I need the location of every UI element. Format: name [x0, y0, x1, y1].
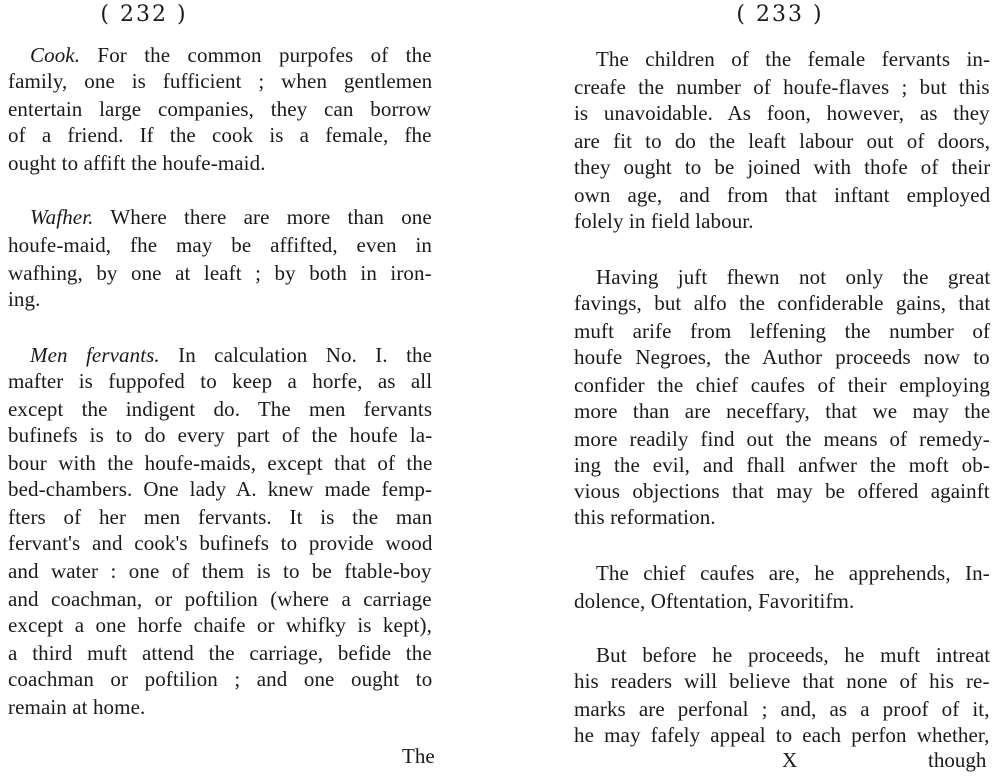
page-number: ( 233 )	[736, 2, 824, 27]
text-line: of a friend. If the cook is a female, fhe	[8, 123, 432, 147]
text-line: and coachman, or poftilion (where a carriage	[8, 587, 432, 611]
text-line: wafhing, by one at leaft ; by both in iron-	[8, 261, 432, 285]
text-line: more readily find out the means of remedy-	[574, 427, 990, 451]
text-line: except a one horfe chaife or whifky is kept),	[8, 613, 432, 637]
text-line: his readers will believe that none of his re-	[574, 669, 990, 693]
text-line: Men fervants. In calculation No. I. the	[30, 343, 433, 367]
paragraph-label: Wafher.	[30, 205, 94, 229]
right-page	[560, 0, 1000, 781]
text-line: a third muft attend the carriage, befide the	[8, 641, 432, 665]
text-line: this reformation.	[574, 505, 716, 529]
text-line: more than are neceffary, that we may the	[574, 399, 991, 423]
text-line: Having juft fhewn not only the great	[596, 265, 991, 289]
text-line: marks are perfonal ; and, as a proof of it,	[574, 697, 990, 721]
text-line: bour with the houfe-maids, except that of the	[8, 451, 433, 475]
text-line: houfe Negroes, the Author proceeds now to	[574, 345, 990, 369]
text-line: except the indigent do. The men fervants	[8, 397, 433, 421]
text-line: and water : one of them is to be ftable-boy	[8, 559, 432, 583]
text-line: entertain large companies, they can borrow	[8, 97, 432, 121]
text-line: are fit to do the leaft labour out of doors,	[574, 129, 991, 153]
text-line: houfe-maid, fhe may be affifted, even in	[8, 233, 432, 257]
text-line: folely in field labour.	[574, 209, 754, 233]
text-line: family, one is fufficient ; when gentlemen	[8, 69, 433, 93]
text-line: dolence, Oftentation, Favoritifm.	[574, 589, 855, 613]
paragraph-label: Men fervants.	[30, 343, 160, 367]
text-line: they ought to be joined with thofe of their	[574, 155, 991, 179]
text-line: But before he proceeds, he muft intreat	[596, 643, 991, 667]
text-line: ought to affift the houfe-maid.	[8, 151, 266, 175]
text-line: ing the evil, and fhall anfwer the moft ob-	[574, 453, 990, 477]
text-line: The chief caufes are, he apprehends, In-	[596, 561, 990, 585]
text-line: fters of her men fervants. It is the man	[8, 505, 433, 529]
text-line: The children of the female fervants in-	[596, 47, 991, 71]
text-line: vious objections that may be offered againft	[574, 479, 990, 503]
catchword: The	[402, 744, 435, 768]
text-line: creafe the number of houfe-flaves ; but this	[574, 75, 990, 99]
text-line: ing.	[8, 287, 41, 311]
text-line: Cook. For the common purpofes of the	[30, 43, 432, 67]
left-page	[0, 0, 440, 781]
text-line: confider the chief caufes of their employing	[574, 373, 990, 397]
text-line: bed-chambers. One lady A. knew made femp-	[8, 477, 433, 501]
text-line: bufinefs is to do every part of the houfe la-	[8, 423, 433, 447]
text-line: fervant's and cook's bufinefs to provide wood	[8, 531, 433, 555]
text-line: remain at home.	[8, 695, 146, 719]
text-line: own age, and from that inftant employed	[574, 183, 991, 207]
catchword: though	[928, 748, 987, 772]
text-line: favings, but alfo the confiderable gains, that	[574, 291, 991, 315]
text-line: muft arife from leffening the number of	[574, 319, 991, 343]
text-line: Wafher. Where there are more than one	[30, 205, 432, 229]
page-number: ( 232 )	[100, 2, 188, 27]
paragraph-label: Cook.	[30, 43, 81, 67]
text-line: mafter is fuppofed to keep a horfe, as all	[8, 369, 433, 393]
signature-mark: X	[782, 748, 798, 772]
text-line: is unavoidable. As foon, however, as they	[574, 101, 990, 125]
text-line: he may fafely appeal to each perfon whether,	[574, 723, 990, 747]
text-line: coachman or poftilion ; and one ought to	[8, 667, 433, 691]
